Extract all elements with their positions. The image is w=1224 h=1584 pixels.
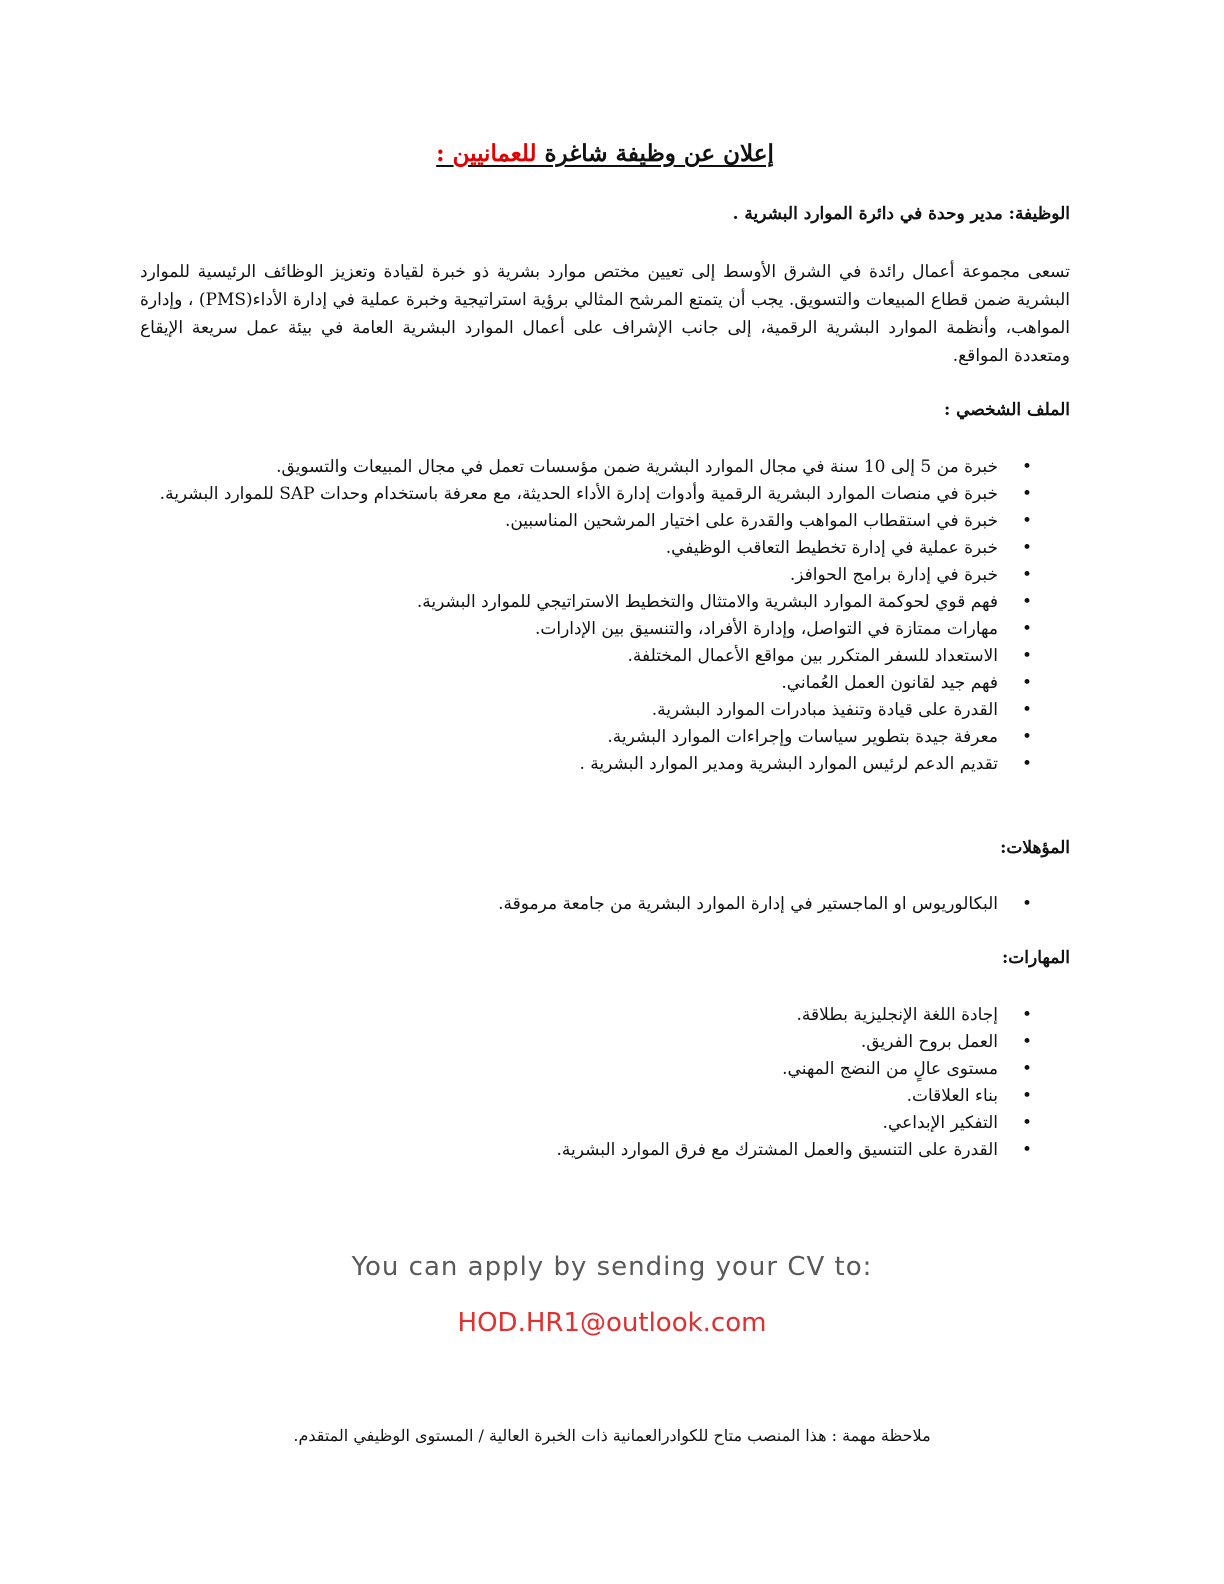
list-item: • إجادة اللغة الإنجليزية بطلاقة. — [140, 1002, 1070, 1029]
list-item: • تقديم الدعم لرئيس الموارد البشرية ومدير الموارد البشرية . — [140, 751, 1070, 778]
qualifications-heading: المؤهلات: — [1000, 838, 1070, 858]
list-item: • خبرة في استقطاب المواهب والقدرة على اختيار المرشحين المناسبين. — [140, 508, 1070, 535]
important-note: ملاحظة مهمة : هذا المنصب متاح للكوادرالعمانية ذات الخبرة العالية / المستوى الوظيفي المتقدم. — [293, 1426, 931, 1445]
email-link[interactable]: HOD.HR1@outlook.com — [457, 1308, 767, 1338]
list-item: • التفكير الإبداعي. — [140, 1110, 1070, 1137]
list-item: • خبرة في منصات الموارد البشرية الرقمية وأدوات إدارة الأداء الحديثة، مع معرفة باستخدام وحدات SAP للموارد البشرية. — [140, 481, 1070, 508]
list-item: • خبرة في إدارة برامج الحوافز. — [140, 562, 1070, 589]
page-title — [140, 140, 1070, 167]
list-item: • معرفة جيدة بتطوير سياسات وإجراءات الموارد البشرية. — [140, 724, 1070, 751]
list-item: • القدرة على قيادة وتنفيذ مبادرات الموارد البشرية. — [140, 697, 1070, 724]
list-item: • العمل بروح الفريق. — [140, 1029, 1070, 1056]
profile-list — [140, 454, 1070, 778]
title-accent: للعمانيين : — [436, 140, 537, 167]
list-item: • خبرة من 5 إلى 10 سنة في مجال الموارد البشرية ضمن مؤسسات تعمل في مجال المبيعات والتسويق. — [140, 454, 1070, 481]
skills-heading: المهارات: — [1002, 948, 1070, 968]
list-item: • الاستعداد للسفر المتكرر بين مواقع الأعمال المختلفة. — [140, 643, 1070, 670]
profile-heading: الملف الشخصي : — [943, 400, 1070, 420]
list-item: • فهم جيد لقانون العمل العُماني. — [140, 670, 1070, 697]
list-item: • مستوى عالٍ من النضج المهني. — [140, 1056, 1070, 1083]
list-item: • فهم قوي لحوكمة الموارد البشرية والامتثال والتخطيط الاستراتيجي للموارد البشرية. — [140, 589, 1070, 616]
list-item: • البكالوريوس او الماجستير في إدارة الموارد البشرية من جامعة مرموقة. — [140, 891, 1070, 918]
apply-instruction: You can apply by sending your CV to: — [351, 1252, 873, 1282]
intro-paragraph: تسعى مجموعة أعمال رائدة في الشرق الأوسط إلى تعيين مختص موارد بشرية ذو خبرة لقيادة وتعزيز الوظائف الرئيسية للموارد البشرية ضمن قطاع المبيعات والتسويق. يجب أن يتمتع المرشح المثالي برؤية استراتيجية وخبرة عملية في إدارة الأداء(PMS) ، وإدارة المواهب، وأنظمة الموارد البشرية الرقمية، إلى جانب الإشراف على أعمال الموارد البشرية العامة في بيئة عمل سريعة الإيقاع ومتعددة المواقع. — [140, 262, 1070, 366]
list-item: • خبرة عملية في إدارة تخطيط التعاقب الوظيفي. — [140, 535, 1070, 562]
list-item: • بناء العلاقات. — [140, 1083, 1070, 1110]
skills-list — [140, 1002, 1070, 1164]
qualifications-list — [140, 891, 1070, 918]
list-item: • القدرة على التنسيق والعمل المشترك مع فرق الموارد البشرية. — [140, 1137, 1070, 1164]
list-item: • مهارات ممتازة في التواصل، وإدارة الأفراد، والتنسيق بين الإدارات. — [140, 616, 1070, 643]
title-main: إعلان عن وظيفة شاغرة — [544, 140, 774, 167]
job-title-line: الوظيفة: مدير وحدة في دائرة الموارد البشرية . — [732, 204, 1070, 224]
